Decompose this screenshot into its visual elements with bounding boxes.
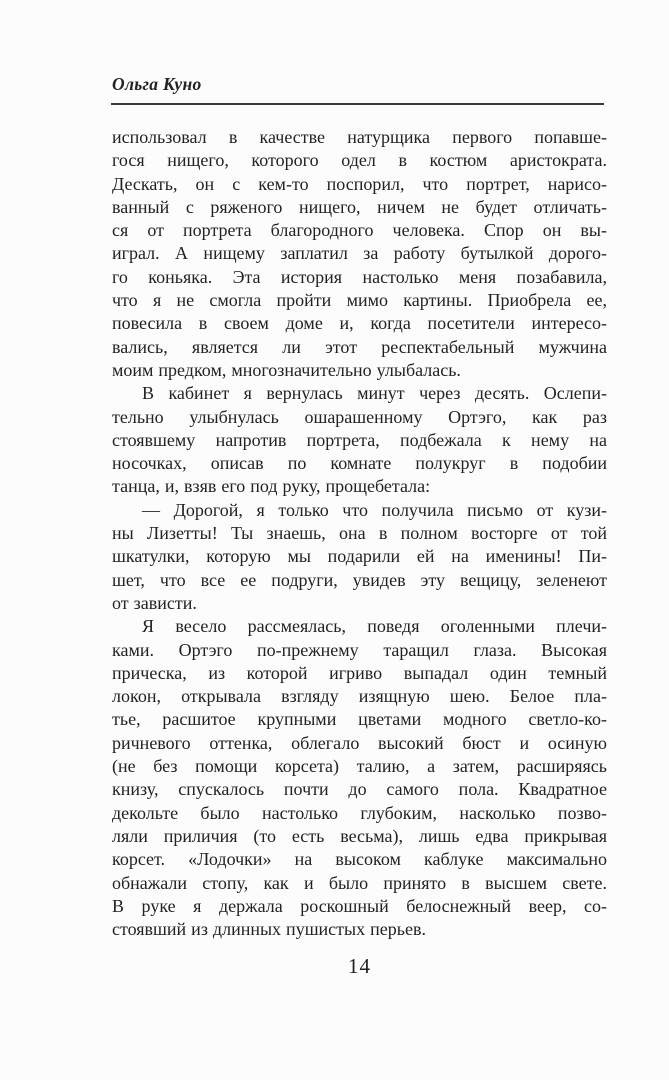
text-line: ричневого оттенка, облегало высокий бюст и осиную [112,732,607,753]
text-line: тельно улыбнулась ошарашенному Ортэго, как раз [112,406,607,427]
header-rule [111,103,604,105]
running-header [112,74,605,95]
text-line: — Дорогой, я только что получила письмо от кузи- [142,499,607,520]
running-header-author: Ольга Куно [112,74,202,94]
text-line: В руке я держала роскошный белоснежный веер, со- [112,895,607,916]
text-line: ся от портрета благородного человека. Спор он вы- [112,220,607,241]
text-line: ны Лизетты! Ты знаешь, она в полном восторге от той [112,523,607,544]
text-line: стоявшему напротив портрета, подбежала к нему на [112,429,607,450]
text-line: шет, что все ее подруги, увидев эту вещицу, зеленеют [112,569,607,590]
text-line: го коньяка. Эта история настолько меня позабавила, [112,266,607,287]
text-line: обнажали стопу, как и было принято в высшем свете. [112,872,607,893]
text-line: прическа, из которой игриво выпадал один темный [112,662,607,683]
text-line: (не без помощи корсета) талию, а затем, расширяясь [112,756,607,777]
text-line: стоявший из длинных пушистых перьев. [112,919,426,940]
text-line: декольте было настолько глубоким, насколько позво- [112,802,607,823]
text-line: от зависти. [112,592,197,613]
text-line: ванный с ряженого нищего, ничем не будет отличать- [112,196,607,217]
text-line: танца, и, взяв его под руку, прощебетала: [112,476,431,497]
text-line: использовал в качестве натурщика первого попавше- [112,127,607,147]
text-line: локон, открывала взгляду изящную шею. Белое пла- [112,686,607,707]
page-number: 14 [348,954,371,978]
text-line: шкатулки, которую мы подарили ей на именины! Пи- [112,546,607,567]
text-line: гося нищего, которого одел в костюм аристократа. [112,150,607,171]
paragraph [112,615,607,941]
text-line: вались, является ли этот респектабельный мужчина [112,336,607,357]
text-line: Дескать, он с кем-то поспорил, что портрет, нарисо- [112,173,607,194]
text-line: моим предком, многозначительно улыбалась. [112,359,461,380]
text-line: ками. Ортэго по-прежнему таращил глаза. Высокая [112,639,607,660]
text-line: носочках, описав по комнате полукруг в подобии [112,453,607,474]
paragraph [112,382,607,498]
text-line: корсет. «Лодочки» на высоком каблуке максимально [112,849,607,870]
text-line: Я весело рассмеялась, поведя оголенными плечи- [142,616,607,637]
body-text [112,126,607,941]
text-line: ляли приличия (то есть весьма), лишь едва прикрывая [112,825,607,846]
text-line: играл. А нищему заплатил за работу бутылкой дорого- [112,243,607,264]
text-line: тье, расшитое крупными цветами модного светло-ко- [112,709,607,730]
paragraph [112,126,607,382]
text-line: книзу, спускалось почти до самого пола. Квадратное [112,779,607,800]
text-line: что я не смогла пройти мимо картины. Приобрела ее, [112,290,607,311]
paragraph [112,499,607,615]
text-line: В кабинет я вернулась минут через десять. Ослепи- [142,383,607,404]
text-line: повесила в своем доме и, когда посетители интересо- [112,313,607,334]
